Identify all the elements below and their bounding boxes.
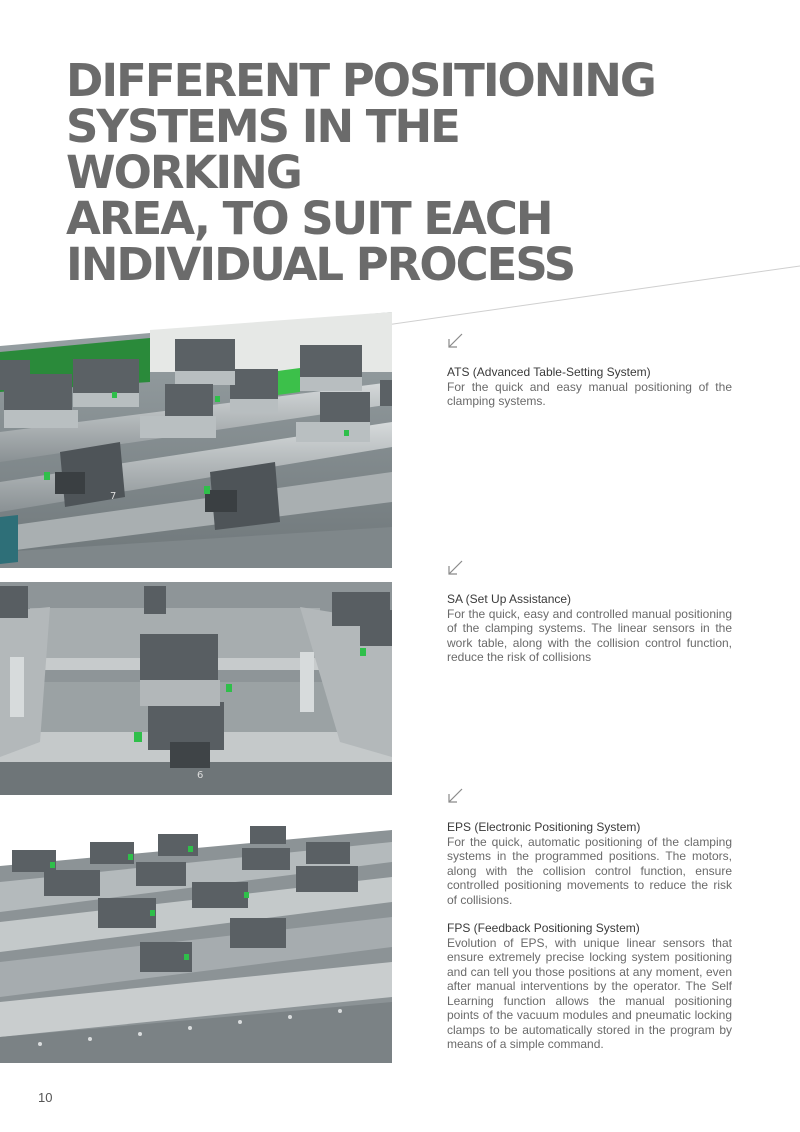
head-number-badge: 6 xyxy=(197,770,204,781)
ats-section xyxy=(447,365,732,409)
fps-description: Evolution of EPS, with unique linear sensors that ensure extremely precise locking system positioning and can tell you those positions at any moment, even after manual interventions by the operator. The Self Learning function allows the manual positioning points of the vacuum modules and pneumatic locking clamps to be automatically stored in the program by means of a simple command. xyxy=(447,935,732,1051)
head-number-badge: 7 xyxy=(110,491,117,502)
sa-description: For the quick, easy and controlled manual positioning of the clamping systems. The linear sensors in the work table, along with the collision control function, reduce the risk of collisions xyxy=(447,606,732,664)
eps-photo xyxy=(0,822,392,1063)
ats-photo xyxy=(0,312,392,568)
arrow-down-left-icon xyxy=(446,787,464,805)
ats-description: For the quick and easy manual positioning of the clamping systems. xyxy=(447,379,732,408)
arrow-down-left-icon xyxy=(446,332,464,350)
eps-fps-section xyxy=(447,820,732,1052)
ats-heading: ATS (Advanced Table-Setting System) xyxy=(447,365,651,379)
fps-heading: FPS (Feedback Positioning System) xyxy=(447,921,640,935)
eps-heading: EPS (Electronic Positioning System) xyxy=(447,820,641,834)
sa-section xyxy=(447,592,732,665)
arrow-down-left-icon xyxy=(446,559,464,577)
page-title: DIFFERENT POSITIONING SYSTEMS IN THE WORKING AREA, TO SUIT EACH INDIVIDUAL PROCESS xyxy=(66,54,655,291)
sa-photo xyxy=(0,582,392,795)
diagonal-divider-line xyxy=(0,0,800,360)
sa-heading: SA (Set Up Assistance) xyxy=(447,592,572,606)
page-number: 10 xyxy=(38,1090,53,1105)
eps-description: For the quick, automatic positioning of the clamping systems in the programmed positions. The motors, along with the collision control function, ensure controlled positioning movements to reduce the risk of collisions. xyxy=(447,834,732,907)
